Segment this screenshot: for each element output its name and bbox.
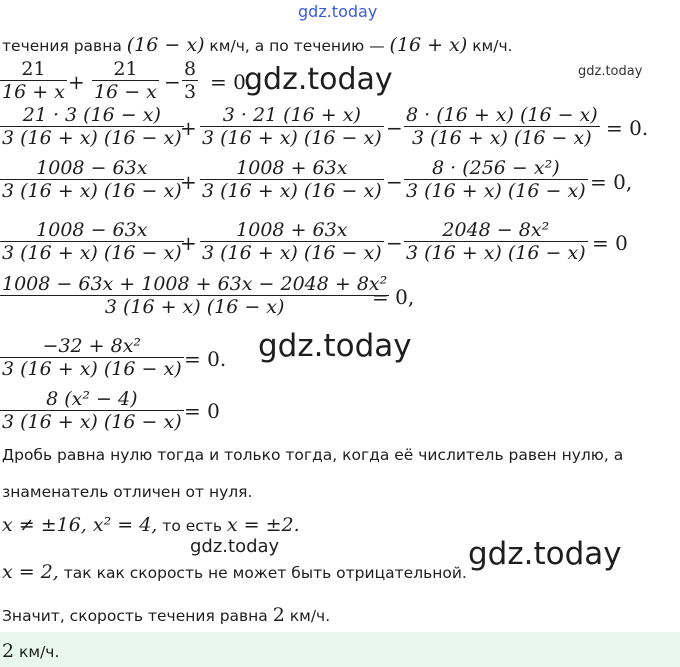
watermark-mid: gdz.today — [258, 328, 412, 364]
result-math: x = 2, — [2, 561, 59, 583]
eq3-frac2 — [200, 157, 384, 202]
eq4-frac1 — [0, 219, 184, 264]
eq5-num: 1008 − 63x + 1008 + 63x − 2048 + 8x² — [2, 273, 388, 295]
eq5-frac — [0, 273, 389, 318]
eq7-frac — [0, 388, 184, 433]
eq2-op1: + — [180, 116, 197, 140]
eq2-frac2 — [200, 104, 384, 149]
condition-text: то есть — [157, 517, 227, 535]
eq2-frac1-num: 21 · 3 (16 − x) — [22, 104, 161, 126]
eq3-frac2-num: 1008 + 63x — [236, 157, 348, 179]
intro-expr1: (16 − x) — [126, 34, 205, 56]
eq2-frac2-num: 3 · 21 (16 + x) — [222, 104, 361, 126]
eq4-op2: − — [386, 231, 403, 255]
watermark-line2: gdz.today — [244, 62, 393, 97]
paragraph-denominator: знаменатель отличен от нуля. — [2, 483, 253, 501]
eq4-frac3-num: 2048 − 8x² — [442, 219, 550, 241]
eq1-frac3-num: 8 — [184, 58, 197, 80]
eq7-den: 3 (16 + x) (16 − x) — [2, 411, 182, 434]
eq4-rhs: = 0 — [592, 231, 628, 255]
eq4-op1: + — [180, 231, 197, 255]
intro-line — [2, 34, 513, 56]
eq3-frac3-den: 3 (16 + x) (16 − x) — [406, 180, 586, 203]
eq2-frac3-den: 3 (16 + x) (16 − x) — [412, 127, 592, 150]
eq4-frac3 — [404, 219, 588, 264]
watermark-right-small: gdz.today — [578, 64, 643, 79]
answer-value: 2 — [2, 640, 15, 662]
eq3-frac3 — [404, 157, 588, 202]
eq1-frac3 — [182, 58, 198, 103]
eq4-frac1-den: 3 (16 + x) (16 − x) — [2, 242, 182, 265]
eq2-op2: − — [386, 116, 403, 140]
condition-math2: x = ±2. — [226, 514, 300, 536]
eq1-op2: − — [164, 70, 181, 94]
condition-line — [2, 514, 300, 536]
eq3-rhs: = 0, — [590, 170, 633, 194]
intro-pre: течения равна — [2, 37, 122, 55]
eq4-frac2-num: 1008 + 63x — [236, 219, 348, 241]
eq7-rhs: = 0 — [184, 399, 220, 423]
eq1-frac1 — [0, 58, 67, 103]
eq3-op2: − — [386, 170, 403, 194]
eq1-frac2-num: 21 — [113, 58, 138, 80]
eq4-frac2-den: 3 (16 + x) (16 − x) — [202, 242, 382, 265]
eq6-rhs: = 0. — [184, 347, 227, 371]
eq3-frac1 — [0, 157, 184, 202]
result-text: так как скорость не может быть отрицательной. — [58, 564, 467, 582]
eq2-frac2-den: 3 (16 + x) (16 − x) — [202, 127, 382, 150]
eq2-frac1-den: 3 (16 + x) (16 − x) — [2, 127, 182, 150]
conclusion-value: 2 — [272, 604, 285, 626]
eq6-frac — [0, 335, 184, 380]
eq4-frac1-num: 1008 − 63x — [36, 219, 148, 241]
answer-box — [0, 632, 680, 667]
eq4-frac3-den: 3 (16 + x) (16 − x) — [406, 242, 586, 265]
eq1-frac2 — [92, 58, 159, 103]
conclusion-line — [2, 604, 330, 626]
eq3-frac2-den: 3 (16 + x) (16 − x) — [202, 180, 382, 203]
watermark-big-lower: gdz.today — [468, 536, 622, 572]
eq7-num: 8 (x² − 4) — [46, 388, 138, 410]
eq2-frac3 — [404, 104, 600, 149]
intro-post: км/ч. — [467, 37, 513, 55]
eq3-frac1-den: 3 (16 + x) (16 − x) — [2, 180, 182, 203]
intro-expr2: (16 + x) — [389, 34, 468, 56]
eq1-frac2-den: 16 − x — [94, 81, 157, 104]
eq1-frac3-den: 3 — [184, 81, 197, 104]
eq5-den: 3 (16 + x) (16 − x) — [104, 296, 285, 319]
conclusion-unit: км/ч. — [284, 607, 331, 625]
eq3-op1: + — [180, 170, 197, 194]
eq5-rhs: = 0, — [372, 285, 415, 309]
intro-mid: км/ч, а по течению — — [204, 37, 390, 55]
answer-line — [2, 640, 59, 662]
eq4-frac2 — [200, 219, 384, 264]
watermark-top: gdz.today — [298, 2, 378, 21]
eq3-frac3-num: 8 · (256 − x²) — [431, 157, 560, 179]
eq6-den: 3 (16 + x) (16 − x) — [2, 358, 182, 381]
watermark-small-lower: gdz.today — [190, 536, 280, 557]
paragraph-fraction-zero: Дробь равна нулю тогда и только тогда, когда её числитель равен нулю, а — [2, 446, 624, 464]
eq3-frac1-num: 1008 − 63x — [36, 157, 148, 179]
eq2-frac3-num: 8 · (16 + x) (16 − x) — [406, 104, 598, 126]
eq1-frac1-den: 16 + x — [2, 81, 65, 104]
eq2-rhs: = 0. — [606, 116, 649, 140]
answer-unit: км/ч. — [14, 643, 60, 661]
eq1-op1: + — [68, 70, 85, 94]
condition-math: x ≠ ±16, x² = 4, — [2, 514, 158, 536]
result-line — [2, 561, 467, 583]
conclusion-text: Значит, скорость течения равна — [2, 607, 273, 625]
eq2-frac1 — [0, 104, 184, 149]
eq1-frac1-num: 21 — [21, 58, 46, 80]
eq1-rhs: = 0. — [210, 70, 253, 94]
eq6-num: −32 + 8x² — [42, 335, 142, 357]
